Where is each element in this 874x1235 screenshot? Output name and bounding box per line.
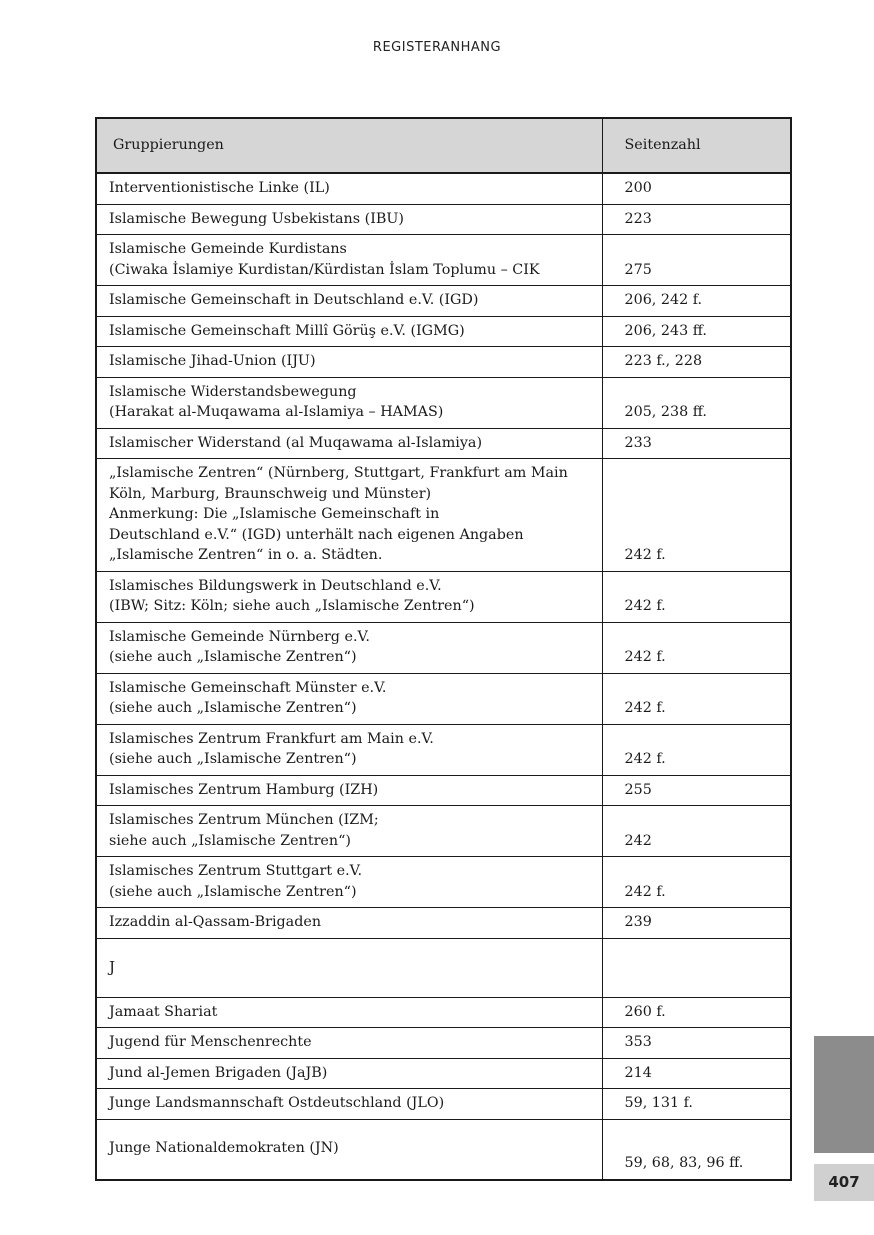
- table-header-row: [96, 118, 791, 173]
- group-name-cell: [96, 571, 602, 622]
- table-row: [96, 428, 791, 459]
- table-row: [96, 622, 791, 673]
- table-row: [96, 1058, 791, 1089]
- page-reference-cell: 206, 242 f.: [602, 286, 791, 317]
- group-name-line: Jamaat Shariat: [109, 1003, 218, 1020]
- table-row: [96, 571, 791, 622]
- group-name-cell: [96, 908, 602, 939]
- page-reference-cell: 242 f.: [602, 622, 791, 673]
- group-name-cell: [96, 1028, 602, 1059]
- group-name-line: siehe auch „Islamische Zentren“): [109, 832, 351, 849]
- page-reference-cell: 205, 238 ff.: [602, 377, 791, 428]
- group-name-line: Junge Landsmannschaft Ostdeutschland (JLO): [109, 1095, 445, 1111]
- page-reference-cell: 200: [602, 173, 791, 204]
- page-reference-cell: 260 f.: [602, 997, 791, 1028]
- group-name-line: (siehe auch „Islamische Zentren“): [109, 700, 357, 716]
- page-reference-cell: 223 f., 228: [602, 347, 791, 378]
- group-name-cell: [96, 286, 602, 317]
- page-reference-cell: 223: [602, 204, 791, 235]
- table-row: [96, 316, 791, 347]
- table-row: [96, 997, 791, 1028]
- table-row: [96, 235, 791, 286]
- page-reference-cell: 239: [602, 908, 791, 939]
- group-name-line: (Ciwaka İslamiye Kurdistan/Kürdistan İslam Toplumu – CIK: [109, 261, 540, 278]
- group-name-cell: [96, 316, 602, 347]
- page-reference-cell: 242 f.: [602, 459, 791, 572]
- group-name-line: Izzaddin al-Qassam-Brigaden: [109, 914, 322, 930]
- group-name-line: Islamisches Zentrum München (IZM;: [109, 812, 379, 828]
- table-row: [96, 1119, 791, 1180]
- page-reference-cell: 242: [602, 806, 791, 857]
- group-name-line: Islamisches Bildungswerk in Deutschland e.V.: [109, 577, 442, 594]
- group-name-cell: [96, 1089, 602, 1120]
- group-name-line: (siehe auch „Islamische Zentren“): [109, 649, 357, 665]
- table-row: [96, 377, 791, 428]
- page-reference-cell: 214: [602, 1058, 791, 1089]
- table-row: [96, 775, 791, 806]
- group-name-line: Jugend für Menschenrechte: [109, 1034, 312, 1050]
- column-header-pages: Seitenzahl: [602, 118, 791, 173]
- table-row: [96, 1089, 791, 1120]
- register-rows-j: [96, 997, 791, 1180]
- register-table: [95, 117, 792, 1181]
- group-name-cell: [96, 204, 602, 235]
- group-name-cell: [96, 173, 602, 204]
- group-name-cell: [96, 459, 602, 572]
- group-name-cell: [96, 806, 602, 857]
- group-name-line: „Islamische Zentren“ (Nürnberg, Stuttgart, Frankfurt am Main: [109, 465, 568, 481]
- group-name-line: (IBW; Sitz: Köln; siehe auch „Islamische Zentren“): [109, 598, 475, 614]
- group-name-line: Islamisches Zentrum Frankfurt am Main e.V.: [109, 730, 434, 747]
- group-name-cell: [96, 997, 602, 1028]
- group-name-cell: [96, 347, 602, 378]
- group-name-line: „Islamische Zentren“ in o. a. Städten.: [109, 547, 383, 563]
- group-name-line: Islamische Gemeinschaft Millî Görüş e.V. (IGMG): [109, 322, 465, 339]
- group-name-cell: [96, 857, 602, 908]
- group-name-line: Islamisches Zentrum Hamburg (IZH): [109, 781, 379, 798]
- page-reference-cell: 275: [602, 235, 791, 286]
- table-row: [96, 857, 791, 908]
- group-name-line: Jund al-Jemen Brigaden (JaJB): [109, 1064, 328, 1081]
- group-name-cell: [96, 428, 602, 459]
- page-reference-cell: 233: [602, 428, 791, 459]
- group-name-line: Islamisches Zentrum Stuttgart e.V.: [109, 863, 363, 879]
- group-name-line: Interventionistische Linke (IL): [109, 180, 330, 196]
- group-name-line: Junge Nationaldemokraten (JN): [109, 1140, 339, 1157]
- table-row: [96, 173, 791, 204]
- section-letter: J: [96, 938, 602, 997]
- section-letter-row: [96, 938, 791, 997]
- page-number: 407: [814, 1164, 874, 1201]
- group-name-line: (siehe auch „Islamische Zentren“): [109, 751, 357, 767]
- table-row: [96, 1028, 791, 1059]
- page-reference-cell: 353: [602, 1028, 791, 1059]
- table-row: [96, 204, 791, 235]
- page-reference-cell: 206, 243 ff.: [602, 316, 791, 347]
- group-name-cell: [96, 235, 602, 286]
- page-reference-cell: 242 f.: [602, 673, 791, 724]
- column-header-groups: Gruppierungen: [96, 118, 602, 173]
- group-name-cell: [96, 775, 602, 806]
- table-row: [96, 347, 791, 378]
- group-name-line: Islamische Gemeinschaft in Deutschland e.V. (IGD): [109, 292, 479, 308]
- group-name-cell: [96, 622, 602, 673]
- group-name-line: Anmerkung: Die „Islamische Gemeinschaft in: [109, 506, 440, 522]
- group-name-line: Köln, Marburg, Braunschweig und Münster): [109, 485, 432, 502]
- page-reference-cell: 255: [602, 775, 791, 806]
- group-name-cell: [96, 377, 602, 428]
- group-name-line: Islamischer Widerstand (al Muqawama al-Islamiya): [109, 434, 483, 451]
- table-row: [96, 286, 791, 317]
- section-letter-empty-cell: [602, 938, 791, 997]
- page-reference-cell: 242 f.: [602, 857, 791, 908]
- page-reference-cell: 59, 68, 83, 96 ff.: [602, 1119, 791, 1180]
- group-name-cell: [96, 673, 602, 724]
- group-name-line: Deutschland e.V.“ (IGD) unterhält nach eigenen Angaben: [109, 526, 524, 543]
- table-row: [96, 806, 791, 857]
- register-rows-i: [96, 173, 791, 938]
- group-name-cell: [96, 1119, 602, 1180]
- group-name-line: Islamische Bewegung Usbekistans (IBU): [109, 210, 404, 227]
- group-name-line: Islamische Gemeinde Kurdistans: [109, 241, 347, 257]
- thumb-index-tab: [814, 1036, 874, 1153]
- running-head: REGISTERANHANG: [372, 40, 502, 55]
- table-row: [96, 908, 791, 939]
- table-row: [96, 724, 791, 775]
- group-name-cell: [96, 724, 602, 775]
- page-reference-cell: 59, 131 f.: [602, 1089, 791, 1120]
- group-name-line: Islamische Gemeinde Nürnberg e.V.: [109, 628, 370, 645]
- group-name-line: (Harakat al-Muqawama al-Islamiya – HAMAS): [109, 404, 444, 420]
- group-name-line: (siehe auch „Islamische Zentren“): [109, 883, 357, 900]
- page-reference-cell: 242 f.: [602, 571, 791, 622]
- group-name-cell: [96, 1058, 602, 1089]
- group-name-line: Islamische Gemeinschaft Münster e.V.: [109, 679, 387, 696]
- group-name-line: Islamische Widerstandsbewegung: [109, 383, 357, 400]
- group-name-line: Islamische Jihad-Union (IJU): [109, 353, 316, 369]
- table-row: [96, 673, 791, 724]
- table-row: [96, 459, 791, 572]
- page-reference-cell: 242 f.: [602, 724, 791, 775]
